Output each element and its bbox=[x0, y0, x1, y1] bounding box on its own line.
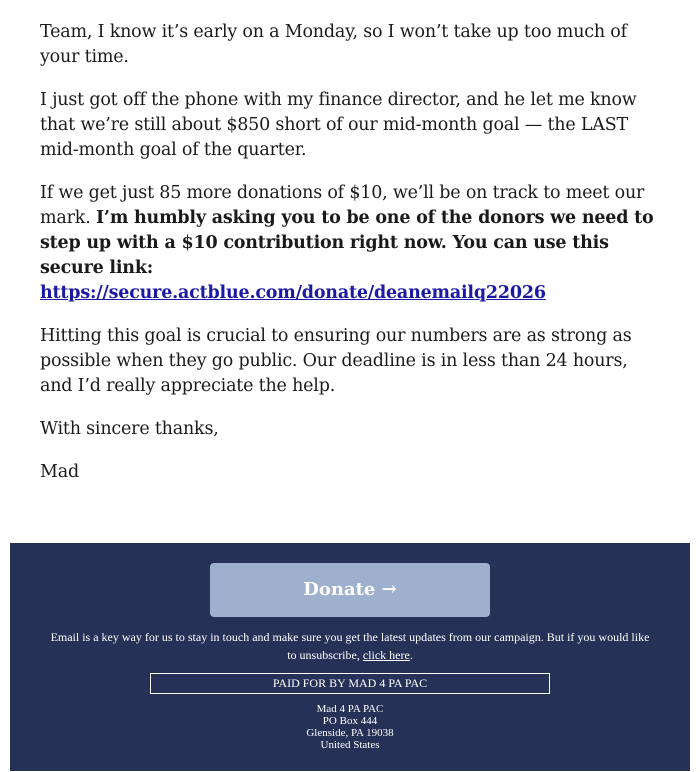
paragraph-finance: I just got off the phone with my finance director, and he let me know that we’re still about $850 short of our mid-month goal — the LAST mid-month goal of the quarter. bbox=[40, 90, 637, 160]
email-body bbox=[40, 20, 665, 503]
donate-button[interactable]: Donate → bbox=[210, 563, 490, 617]
paid-for-disclaimer: PAID FOR BY MAD 4 PA PAC bbox=[150, 673, 550, 694]
address-line-po-box: PO Box 444 bbox=[322, 715, 378, 727]
address-line-city: Glenside, PA 19038 bbox=[306, 727, 394, 739]
unsubscribe-link[interactable]: click here bbox=[362, 648, 410, 662]
mailing-address bbox=[10, 703, 690, 751]
ask-plain-text: If we get just 85 more donations of $10, we’ll be on track to meet our mark. bbox=[40, 183, 645, 228]
paragraph-intro: Team, I know it’s early on a Monday, so I won’t take up too much of your time. bbox=[40, 22, 627, 67]
secure-donate-link[interactable]: https://secure.actblue.com/donate/deanemailq22026 bbox=[40, 283, 546, 303]
paragraph-ask bbox=[40, 181, 665, 306]
address-line-name: Mad 4 PA PAC bbox=[316, 703, 384, 715]
unsubscribe-period: . bbox=[409, 648, 413, 662]
unsubscribe-text: Email is a key way for us to stay in touch and make sure you get the latest updates from our campaign. But if you would like to unsubscribe, bbox=[50, 630, 650, 662]
paragraph-deadline: Hitting this goal is crucial to ensuring our numbers are as strong as possible when they go public. Our deadline is in less than 24 hours, and I’d really appreciate the help. bbox=[40, 326, 632, 396]
signature: Mad bbox=[40, 462, 79, 482]
unsubscribe-notice bbox=[50, 628, 650, 664]
ask-bold-text: I’m humbly asking you to be one of the donors we need to step up with a $10 contribution right now. You can use this secure link: bbox=[40, 208, 654, 278]
email-footer bbox=[10, 543, 690, 771]
closing-line: With sincere thanks, bbox=[40, 419, 219, 439]
address-line-country: United States bbox=[320, 739, 380, 751]
